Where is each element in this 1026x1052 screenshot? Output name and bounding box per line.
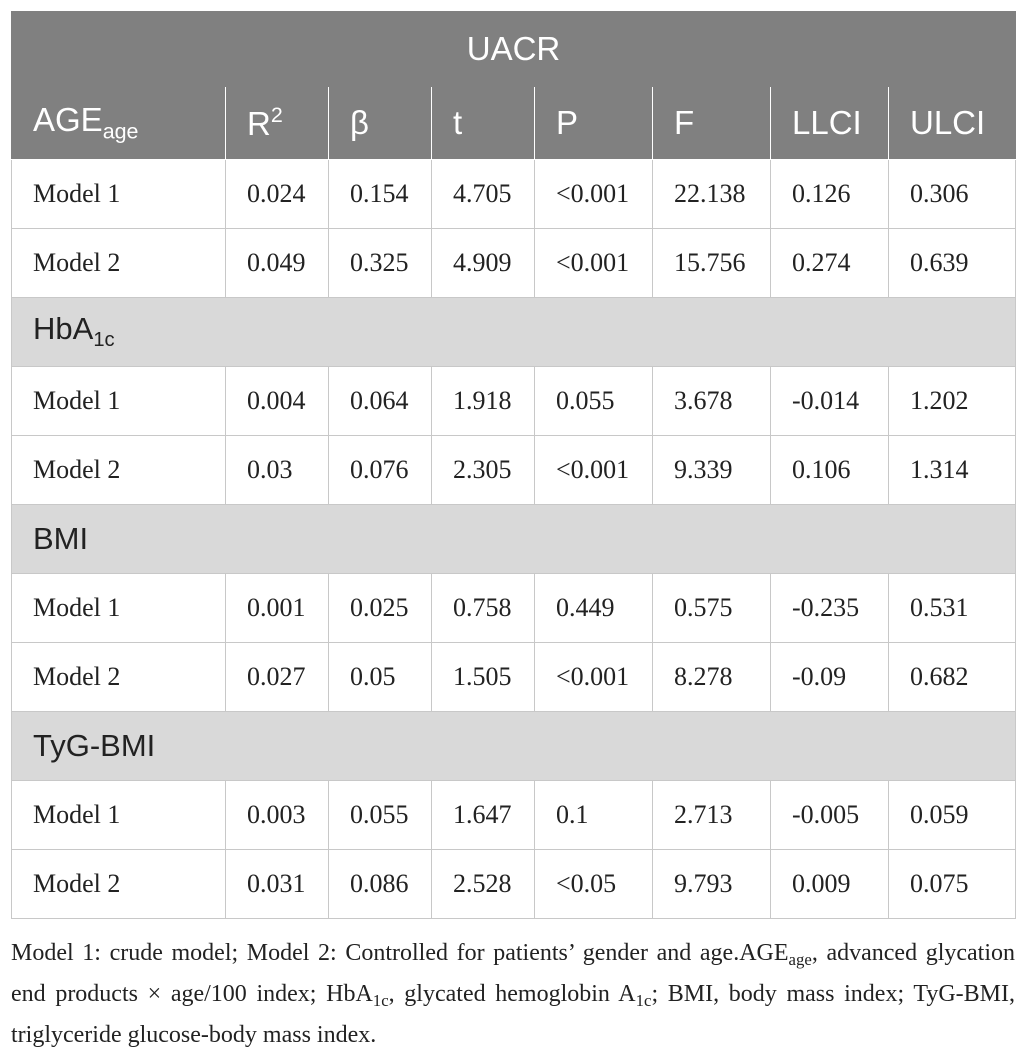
- group-row: [12, 505, 1016, 574]
- model-cell: Model 1: [12, 781, 226, 850]
- table-row: [12, 436, 1016, 505]
- group-label: [12, 712, 1016, 781]
- value-cell: -0.005: [771, 781, 889, 850]
- model-cell: Model 1: [12, 574, 226, 643]
- value-cell: 8.278: [653, 643, 771, 712]
- value-cell: 1.202: [889, 367, 1016, 436]
- value-cell: 0.531: [889, 574, 1016, 643]
- model-cell: Model 2: [12, 850, 226, 919]
- model-cell: Model 1: [12, 367, 226, 436]
- value-cell: 4.909: [432, 229, 535, 298]
- model-cell: Model 2: [12, 436, 226, 505]
- value-cell: 22.138: [653, 160, 771, 229]
- value-cell: 2.713: [653, 781, 771, 850]
- value-cell: 0.274: [771, 229, 889, 298]
- header-p: P: [535, 87, 653, 160]
- value-cell: 1.314: [889, 436, 1016, 505]
- header-llci: LLCI: [771, 87, 889, 160]
- table-row: [12, 781, 1016, 850]
- table-row: [12, 850, 1016, 919]
- header-beta: β: [329, 87, 432, 160]
- value-cell: 0.758: [432, 574, 535, 643]
- results-table-container: [11, 11, 1015, 919]
- value-cell: 0.055: [329, 781, 432, 850]
- value-cell: 0.325: [329, 229, 432, 298]
- column-header-row: [12, 87, 1016, 160]
- value-cell: 9.339: [653, 436, 771, 505]
- header-ulci: ULCI: [889, 87, 1016, 160]
- table-body: [12, 160, 1016, 919]
- value-cell: 2.305: [432, 436, 535, 505]
- value-cell: 0.004: [226, 367, 329, 436]
- model-cell: Model 2: [12, 643, 226, 712]
- value-cell: 0.306: [889, 160, 1016, 229]
- table-row: [12, 160, 1016, 229]
- value-cell: <0.001: [535, 160, 653, 229]
- value-cell: 9.793: [653, 850, 771, 919]
- table-title-row: [12, 12, 1016, 87]
- header-r2: [226, 87, 329, 160]
- value-cell: 1.505: [432, 643, 535, 712]
- group-label-base: TyG-BMI: [33, 728, 156, 763]
- value-cell: <0.001: [535, 643, 653, 712]
- value-cell: 0.449: [535, 574, 653, 643]
- footnote-sub-1: age: [788, 950, 812, 970]
- header-r: R: [247, 104, 271, 142]
- table-row: [12, 229, 1016, 298]
- value-cell: 0.031: [226, 850, 329, 919]
- results-table: [11, 11, 1016, 919]
- value-cell: 0.049: [226, 229, 329, 298]
- value-cell: 0.064: [329, 367, 432, 436]
- value-cell: 0.025: [329, 574, 432, 643]
- header-t: t: [432, 87, 535, 160]
- footnote-sub-2: 1c: [372, 991, 389, 1011]
- table-row: [12, 643, 1016, 712]
- value-cell: 0.126: [771, 160, 889, 229]
- footnote-part-2: , advanced glycation end products × age/100 index; HbA: [11, 940, 1016, 1008]
- header-first-col: [12, 87, 226, 160]
- footnote-part-1: Model 1: crude model; Model 2: Controlled for patients’ gender and age.AGE: [11, 940, 789, 966]
- value-cell: 0.003: [226, 781, 329, 850]
- value-cell: -0.09: [771, 643, 889, 712]
- table-title: UACR: [12, 12, 1016, 87]
- header-r-sup: 2: [270, 103, 283, 128]
- group-label: [12, 298, 1016, 367]
- value-cell: 0.1: [535, 781, 653, 850]
- table-row: [12, 574, 1016, 643]
- group-label-sub: 1c: [93, 329, 115, 352]
- value-cell: 0.086: [329, 850, 432, 919]
- value-cell: 0.076: [329, 436, 432, 505]
- footnote-part-3: , glycated hemoglobin A: [388, 981, 636, 1008]
- group-label-base: BMI: [33, 521, 89, 556]
- value-cell: 0.001: [226, 574, 329, 643]
- value-cell: 0.055: [535, 367, 653, 436]
- value-cell: <0.001: [535, 436, 653, 505]
- table-footnote: [11, 936, 1015, 1052]
- value-cell: 2.528: [432, 850, 535, 919]
- value-cell: 0.05: [329, 643, 432, 712]
- header-first-sub: age: [102, 119, 139, 144]
- value-cell: 0.575: [653, 574, 771, 643]
- value-cell: 0.009: [771, 850, 889, 919]
- footnote-sub-3: 1c: [635, 991, 652, 1011]
- value-cell: 15.756: [653, 229, 771, 298]
- value-cell: 0.682: [889, 643, 1016, 712]
- value-cell: 0.027: [226, 643, 329, 712]
- table-row: [12, 367, 1016, 436]
- value-cell: 4.705: [432, 160, 535, 229]
- value-cell: <0.05: [535, 850, 653, 919]
- group-row: [12, 712, 1016, 781]
- group-label-base: HbA: [33, 311, 94, 347]
- value-cell: 0.639: [889, 229, 1016, 298]
- header-f: F: [653, 87, 771, 160]
- value-cell: 1.647: [432, 781, 535, 850]
- model-cell: Model 2: [12, 229, 226, 298]
- value-cell: 0.154: [329, 160, 432, 229]
- value-cell: 0.03: [226, 436, 329, 505]
- value-cell: 0.024: [226, 160, 329, 229]
- group-row: [12, 298, 1016, 367]
- value-cell: 0.059: [889, 781, 1016, 850]
- header-first-base: AGE: [33, 101, 103, 139]
- value-cell: 0.075: [889, 850, 1016, 919]
- footnote-part-4: ; BMI, body mass index; TyG-BMI, triglyceride glucose-body mass index.: [11, 981, 1015, 1049]
- value-cell: -0.235: [771, 574, 889, 643]
- value-cell: 0.106: [771, 436, 889, 505]
- value-cell: 1.918: [432, 367, 535, 436]
- group-label: [12, 505, 1016, 574]
- value-cell: <0.001: [535, 229, 653, 298]
- model-cell: Model 1: [12, 160, 226, 229]
- value-cell: 3.678: [653, 367, 771, 436]
- value-cell: -0.014: [771, 367, 889, 436]
